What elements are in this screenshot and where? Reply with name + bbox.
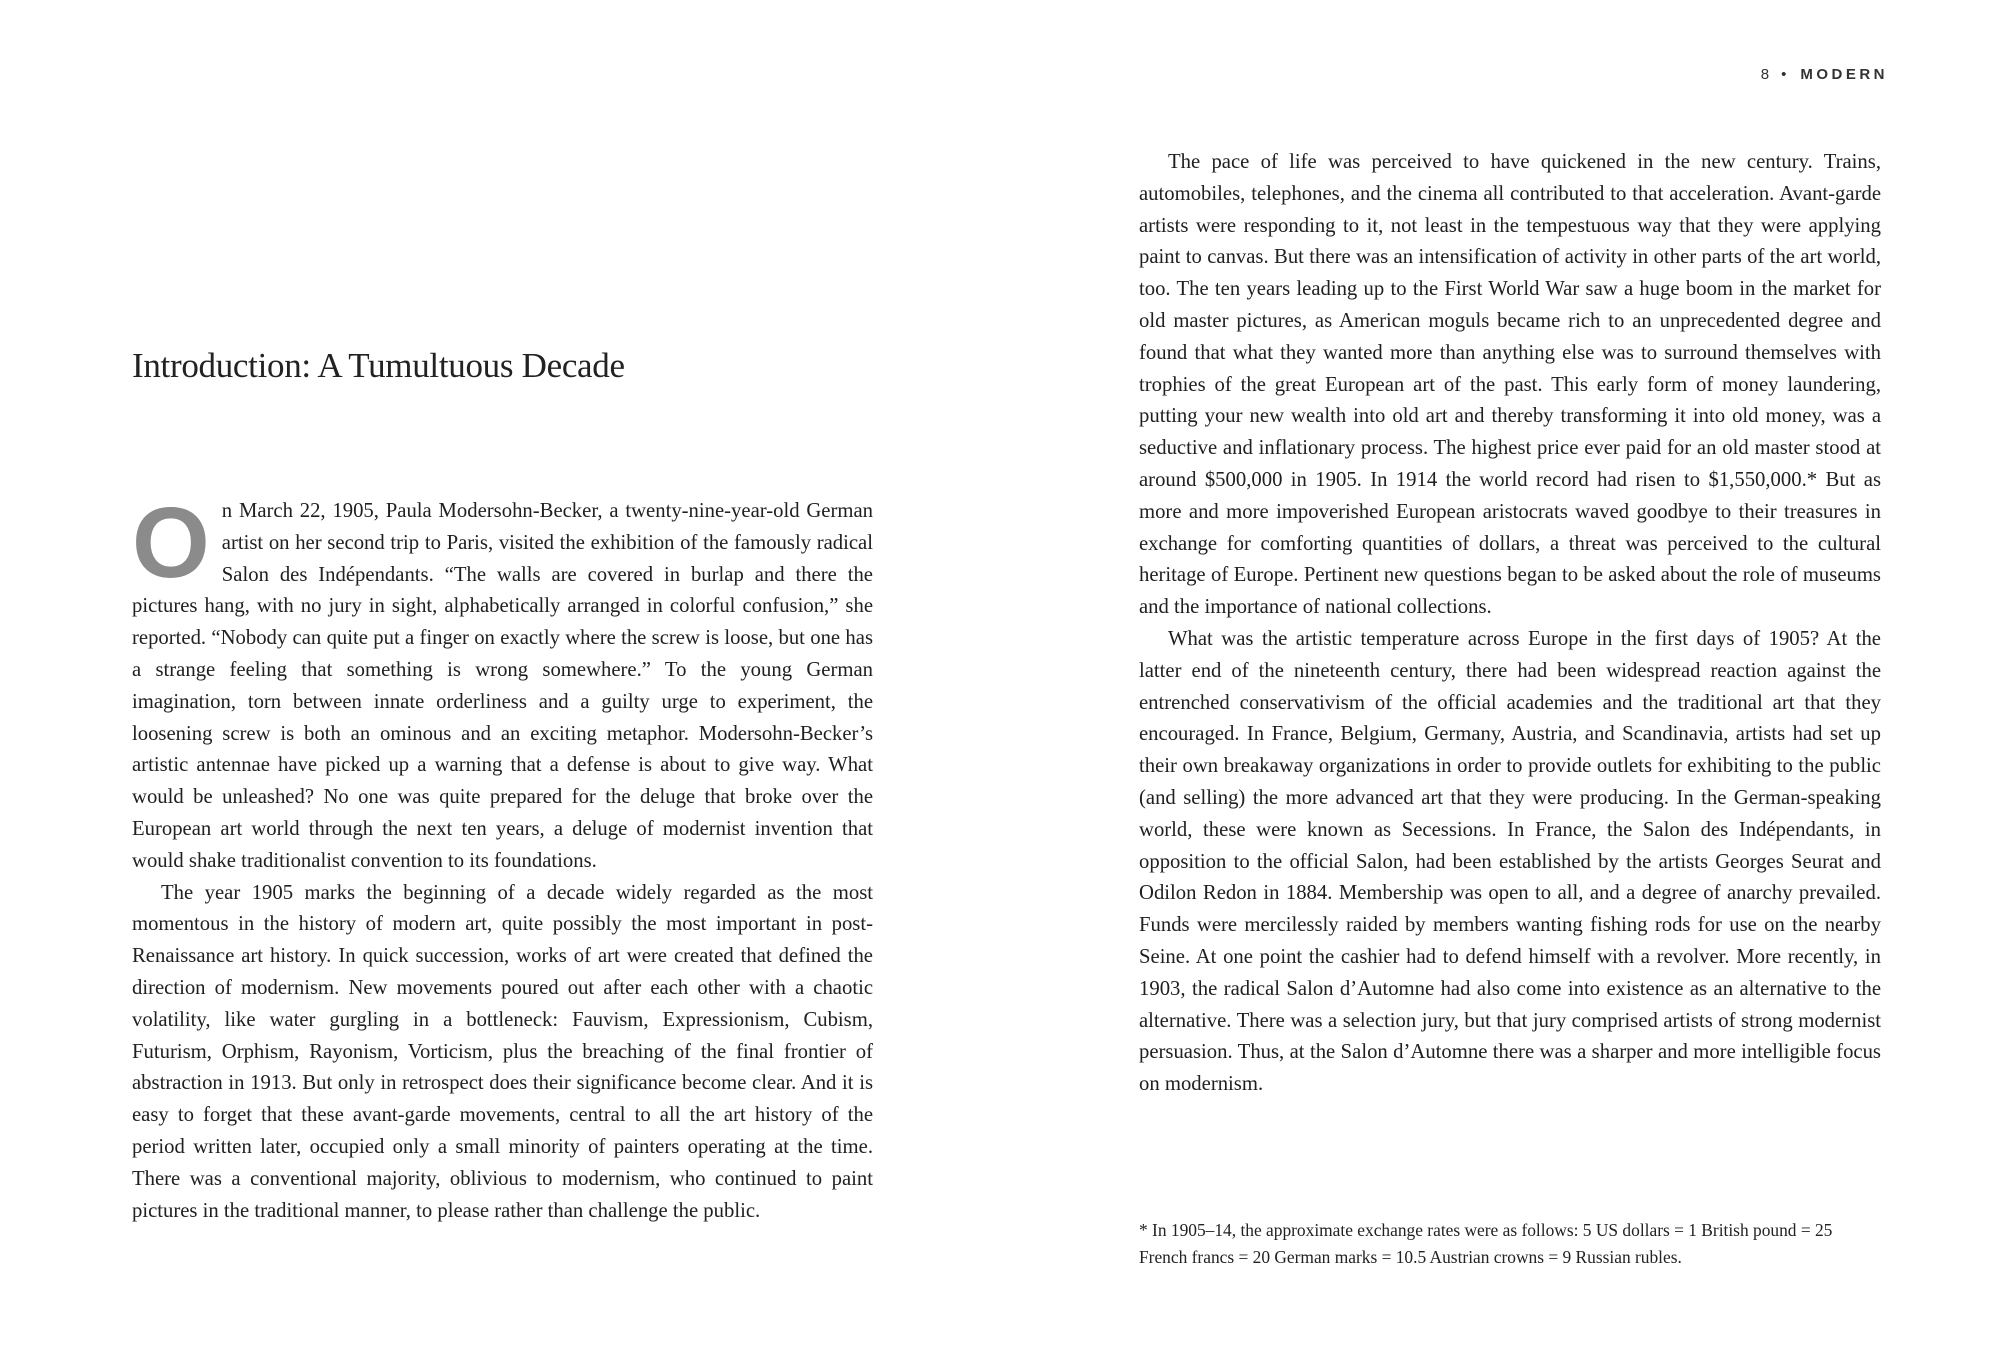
body-paragraph: The pace of life was perceived to have quickened in the new century. Trains, automobiles, telephones, and the cinema all contributed to that acceleration. Avant-garde artists were responding to it, not least in the tempestuous way that they were applying paint to canvas. But there was an intensification of activity in other parts of the art world, too. The ten years leading up to the First World War saw a huge boom in the market for old master pictures, as American moguls became rich to an unprecedented degree and found that what they wanted more than anything else was to surround themselves with trophies of the great European art of the past. This early form of money laundering, putting your new wealth into old art and thereby transforming it into old money, was a seductive and inflationary process. The highest price ever paid for an old master stood at around $500,000 in 1905. In 1914 the world record had risen to $1,550,000.* But as more and more impoverished European aristocrats waved goodbye to their treasures in exchange for comforting quantities of dollars, a threat was perceived to the cultural heritage of Europe. Pertinent new questions began to be asked about the role of museums and the importance of national collections. (1139, 151, 1881, 619)
opening-paragraph-text: n March 22, 1905, Paula Modersohn-Becker, a twenty-nine-year-old German artist on her second trip to Paris, visited the exhibition of the famously radical Salon des Indépendants. “The walls are covered in burlap and there the pictures hang, with no jury in sight, alphabetically arranged in colorful confusion,” she reported. “Nobody can quite put a finger on exactly where the screw is loose, but one has a strange feeling that something is wrong somewhere.” To the young German imagination, torn between innate orderliness and a guilty urge to experiment, the loosening screw is both an ominous and an exciting metaphor. Modersohn-Becker’s artistic antennae have picked up a warning that a defense is about to give way. What would be unleashed? No one was quite prepared for the deluge that broke over the European art world through the next ten years, a deluge of modernist invention that would shake traditionalist convention to its foundations. (132, 500, 873, 872)
page-number: 8 (1760, 66, 1772, 83)
body-paragraph: What was the artistic temperature across Europe in the first days of 1905? At the latter end of the nineteenth century, there had been widespread reaction against the entrenched conservativism of the official academies and the traditional art that they encouraged. In France, Belgium, Germany, Austria, and Scandinavia, artists had set up their own breakaway organizations in order to provide outlets for exhibiting to the public (and selling) the more advanced art that they were producing. In the German-speaking world, these were known as Secessions. In France, the Salon des Indépendants, in opposition to the official Salon, had been established by the artists Georges Seurat and Odilon Redon in 1884. Membership was open to all, and a degree of anarchy prevailed. Funds were mercilessly raided by members wanting fishing rods for use on the nearby Seine. At one point the cashier had to defend himself with a revolver. More recently, in 1903, the radical Salon d’Automne had also come into existence as an alternative to the alternative. There was a selection jury, but that jury comprised artists of strong modernist persuasion. Thus, at the Salon d’Automne there was a sharper and more intelligible focus on modernism. (1139, 627, 1881, 1096)
body-paragraph: The year 1905 marks the beginning of a decade widely regarded as the most momentous in the history of modern art, quite possibly the most important in post-Renaissance art history. In quick succession, works of art were created that defined the direction of modernism. New movements poured out after each other with a chaotic volatility, like water gurgling in a bottleneck: Fauvism, Expressionism, Cubism, Futurism, Orphism, Rayonism, Vorticism, plus the breaching of the final frontier of abstraction in 1913. But only in retrospect does their significance become clear. And it is easy to forget that these avant-garde movements, central to all the art history of the period written later, occupied only a small minority of painters operating at the time. There was a conventional majority, oblivious to modernism, who continued to paint pictures in the traditional manner, to please rather than challenge the public. (132, 881, 873, 1222)
left-page-body (132, 487, 873, 1227)
opening-paragraph (132, 487, 873, 878)
footnote: * In 1905–14, the approximate exchange rates were as follows: 5 US dollars = 1 British pound = 25 French francs = 20 German marks = 10.5 Austrian crowns = 9 Russian rubles. (1139, 1220, 1833, 1267)
right-page (1000, 0, 2000, 1358)
running-head (1448, 66, 1888, 83)
drop-cap: O (132, 487, 210, 599)
running-head-separator: • (1781, 66, 1789, 83)
section-title: MODERN (1800, 66, 1888, 83)
right-page-body (1139, 147, 1881, 1101)
chapter-title: Introduction: A Tumultuous Decade (132, 346, 625, 385)
